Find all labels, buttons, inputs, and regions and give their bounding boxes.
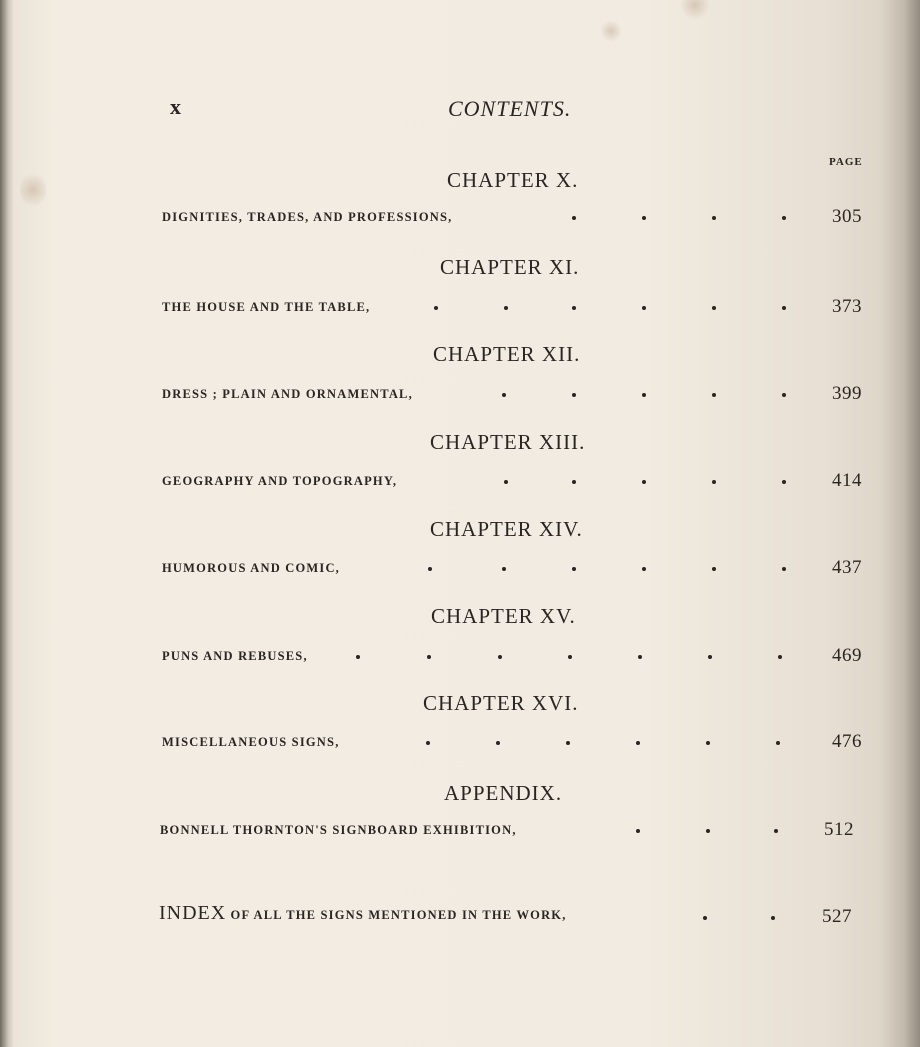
leader-dot <box>776 741 780 745</box>
leader-dot <box>771 916 775 920</box>
leader-dot <box>636 829 640 833</box>
folio-number: x <box>170 94 182 119</box>
entry-title: PUNS AND REBUSES, <box>162 649 308 663</box>
leader-dot <box>782 567 786 571</box>
toc-entry <box>162 470 862 494</box>
appendix-heading: APPENDIX. <box>444 781 563 805</box>
page-left-edge <box>0 0 14 1047</box>
page-column-label: PAGE <box>829 156 863 168</box>
leader-dot <box>642 306 646 310</box>
leader-dots <box>162 557 802 581</box>
leader-dot <box>638 655 642 659</box>
leader-dot <box>426 741 430 745</box>
leader-dot <box>706 829 710 833</box>
chapter-heading: CHAPTER XVI. <box>423 691 579 715</box>
entry-title: OF ALL THE SIGNS MENTIONED IN THE WORK, <box>230 908 567 922</box>
foxing-spot <box>600 20 622 42</box>
leader-dot <box>498 655 502 659</box>
leader-dots <box>162 206 802 230</box>
leader-dot <box>712 306 716 310</box>
leader-dot <box>778 655 782 659</box>
leader-dot <box>642 480 646 484</box>
running-head: CONTENTS. <box>448 96 572 121</box>
entry-page-number: 414 <box>832 470 862 491</box>
leader-dot <box>642 216 646 220</box>
leader-dot <box>642 393 646 397</box>
entry-title: BONNELL THORNTON'S SIGNBOARD EXHIBITION, <box>160 823 517 837</box>
foxing-spot <box>680 0 710 20</box>
chapter-heading: CHAPTER X. <box>447 168 579 192</box>
leader-dot <box>774 829 778 833</box>
leader-dot <box>712 567 716 571</box>
leader-dots <box>162 383 802 407</box>
entry-title: HUMOROUS AND COMIC, <box>162 561 341 575</box>
toc-entry-index <box>159 902 852 932</box>
toc-entry <box>162 731 862 755</box>
toc-entry <box>162 206 862 230</box>
leader-dot <box>712 393 716 397</box>
leader-dot <box>636 741 640 745</box>
leader-dots <box>162 296 802 320</box>
leader-dot <box>427 655 431 659</box>
leader-dot <box>642 567 646 571</box>
entry-title: DIGNITIES, TRADES, AND PROFESSIONS, <box>162 210 453 224</box>
chapter-heading: CHAPTER XIII. <box>430 430 586 454</box>
leader-dot <box>502 393 506 397</box>
leader-dot <box>568 655 572 659</box>
chapter-heading: CHAPTER XI. <box>440 255 580 279</box>
toc-entry <box>162 296 862 320</box>
entry-title: GEOGRAPHY AND TOPOGRAPHY, <box>162 474 398 488</box>
leader-dot <box>712 216 716 220</box>
leader-dots <box>162 470 802 494</box>
entry-title: THE HOUSE AND THE TABLE, <box>162 300 371 314</box>
leader-dot <box>566 741 570 745</box>
leader-dot <box>572 567 576 571</box>
entry-page-number: 512 <box>824 819 854 840</box>
leader-dots <box>159 906 799 930</box>
entry-page-number: 527 <box>822 906 852 927</box>
leader-dots <box>160 819 800 843</box>
leader-dot <box>502 567 506 571</box>
foxing-spot <box>20 170 46 210</box>
entry-page-number: 399 <box>832 383 862 404</box>
leader-dots <box>162 645 802 669</box>
leader-dot <box>496 741 500 745</box>
leader-dot <box>504 480 508 484</box>
leader-dot <box>703 916 707 920</box>
page-gutter-shadow <box>880 0 920 1047</box>
toc-entry <box>162 383 862 407</box>
entry-page-number: 469 <box>832 645 862 666</box>
entry-page-number: 373 <box>832 296 862 317</box>
leader-dot <box>434 306 438 310</box>
chapter-heading: CHAPTER XV. <box>431 604 576 628</box>
entry-page-number: 437 <box>832 557 862 578</box>
index-lead-word: INDEX <box>159 902 227 924</box>
leader-dot <box>712 480 716 484</box>
entry-title: MISCELLANEOUS SIGNS, <box>162 735 340 749</box>
leader-dot <box>572 216 576 220</box>
leader-dot <box>572 306 576 310</box>
chapter-heading: CHAPTER XII. <box>433 342 581 366</box>
leader-dot <box>708 655 712 659</box>
leader-dot <box>428 567 432 571</box>
leader-dot <box>572 393 576 397</box>
leader-dot <box>706 741 710 745</box>
entry-page-number: 305 <box>832 206 862 227</box>
leader-dot <box>782 393 786 397</box>
toc-entry <box>160 819 854 843</box>
leader-dot <box>782 480 786 484</box>
leader-dot <box>356 655 360 659</box>
leader-dot <box>782 306 786 310</box>
toc-entry <box>162 557 862 581</box>
entry-page-number: 476 <box>832 731 862 752</box>
leader-dot <box>782 216 786 220</box>
leader-dots <box>162 731 802 755</box>
entry-title: DRESS ; PLAIN AND ORNAMENTAL, <box>162 387 413 401</box>
leader-dot <box>572 480 576 484</box>
leader-dot <box>504 306 508 310</box>
toc-entry <box>162 645 862 669</box>
chapter-heading: CHAPTER XIV. <box>430 517 583 541</box>
